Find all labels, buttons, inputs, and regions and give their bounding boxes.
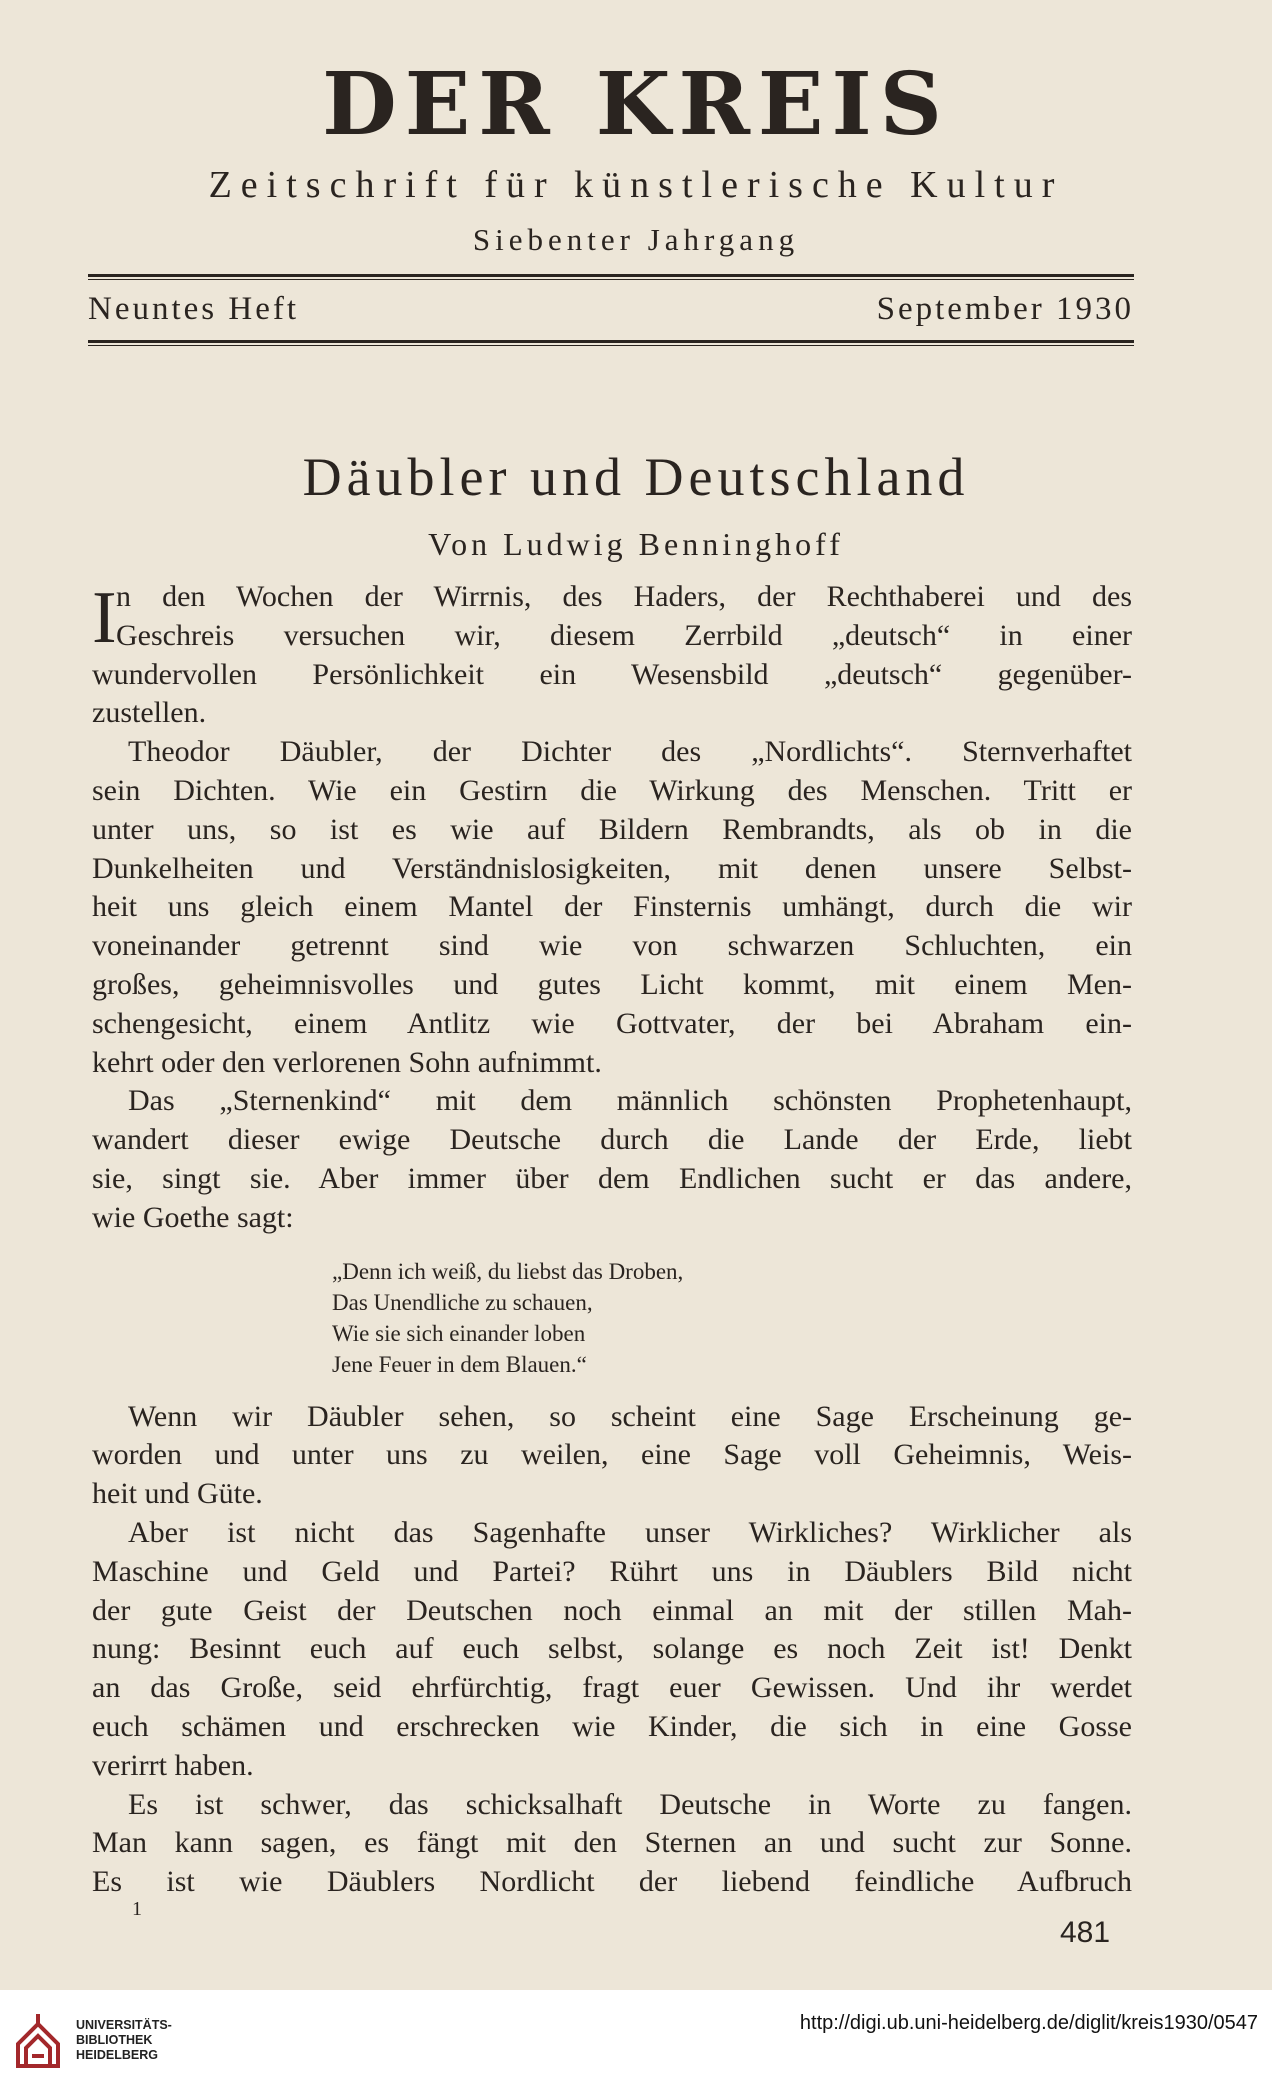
top-rule xyxy=(88,274,1134,277)
logo-text-line: BIBLIOTHEK xyxy=(76,2033,153,2047)
text-line: verirrt haben. xyxy=(92,1748,254,1782)
poem-line: Jene Feuer in dem Blauen.“ xyxy=(332,1351,587,1377)
article-author: Von Ludwig Benninghoff xyxy=(428,526,844,562)
text-line: heit uns gleich einem Mantel der Finsternis umhängt, durch die wir xyxy=(92,890,1132,924)
paragraph xyxy=(92,733,1132,1082)
text-line: Es ist schwer, das schicksalhaft Deutsche in Worte zu fangen. xyxy=(128,1787,1132,1821)
paragraph xyxy=(92,578,1132,733)
text-line: heit und Güte. xyxy=(92,1477,263,1511)
logo-text-line: UNIVERSITÄTS- xyxy=(76,2018,172,2032)
poem-line: Das Unendliche zu schauen, xyxy=(332,1289,593,1315)
text-line: Das „Sternenkind“ mit dem männlich schönsten Prophetenhaupt, xyxy=(128,1084,1132,1118)
bottom-rule xyxy=(88,340,1134,343)
logo-text-line: HEIDELBERG xyxy=(76,2048,158,2062)
magazine-title: DER KREIS xyxy=(322,54,950,155)
text-line: wandert dieser ewige Deutsche durch die Lande der Erde, liebt xyxy=(92,1123,1132,1157)
issue-date: September 1930 xyxy=(876,291,1134,327)
text-line: unter uns, so ist es wie auf Bildern Rembrandts, als ob in die xyxy=(92,812,1132,846)
article-title: Däubler und Deutschland xyxy=(302,447,970,507)
poem-line: „Denn ich weiß, du liebst das Droben, xyxy=(332,1258,684,1284)
text-line: Theodor Däubler, der Dichter des „Nordlichts“. Sternverhaftet xyxy=(128,735,1132,769)
text-line: Maschine und Geld und Partei? Rührt uns in Däublers Bild nicht xyxy=(92,1554,1132,1588)
library-logo-icon xyxy=(10,2010,66,2074)
masthead xyxy=(0,54,1272,257)
paragraph xyxy=(92,1786,1132,1902)
text-line: Geschreis versuchen wir, diesem Zerrbild „deutsch“ in einer xyxy=(116,618,1132,652)
paragraph xyxy=(92,1082,1132,1237)
text-line: sein Dichten. Wie ein Gestirn die Wirkung des Menschen. Tritt er xyxy=(92,773,1132,807)
text-line: voneinander getrennt sind wie von schwarzen Schluchten, ein xyxy=(92,929,1132,963)
text-line: schengesicht, einem Antlitz wie Gottvater, der bei Abraham ein- xyxy=(92,1006,1132,1040)
text-line: Aber ist nicht das Sagenhafte unser Wirkliches? Wirklicher als xyxy=(128,1515,1132,1549)
drop-cap: I xyxy=(92,577,117,659)
magazine-volume: Siebenter Jahrgang xyxy=(472,222,800,257)
text-line: worden und unter uns zu weilen, eine Sage voll Geheimnis, Weis- xyxy=(92,1438,1132,1472)
poem-quote xyxy=(332,1256,1132,1380)
text-line: an das Große, seid ehrfürchtig, fragt euer Gewissen. Und ihr werdet xyxy=(92,1671,1132,1705)
text-line: Dunkelheiten und Verständnislosigkeiten, mit denen unsere Selbst- xyxy=(92,851,1132,885)
page-number: 481 xyxy=(1060,1916,1111,1949)
bottom-rule-thin xyxy=(88,345,1134,346)
text-line: wundervollen Persönlichkeit ein Wesensbild „deutsch“ gegenüber- xyxy=(92,657,1132,691)
text-line: n den Wochen der Wirrnis, des Haders, der Rechthaberei und des xyxy=(116,580,1132,613)
issue-number: Neuntes Heft xyxy=(88,291,300,327)
paragraph xyxy=(92,1398,1132,1514)
text-line: der gute Geist der Deutschen noch einmal an mit der stillen Mah- xyxy=(92,1593,1132,1627)
text-line: Es ist wie Däublers Nordlicht der liebend feindliche Aufbruch xyxy=(92,1865,1132,1899)
top-rule-thin xyxy=(88,279,1134,280)
paragraph xyxy=(92,1514,1132,1786)
text-line: großes, geheimnisvolles und gutes Licht kommt, mit einem Men- xyxy=(92,967,1132,1001)
library-logo-text xyxy=(76,2018,172,2063)
text-line: zustellen. xyxy=(92,696,207,730)
issue-row xyxy=(88,290,1134,330)
printer-signature: 1 xyxy=(132,1898,142,1920)
text-line: nung: Besinnt euch auf euch selbst, solange es noch Zeit ist! Denkt xyxy=(92,1632,1132,1666)
text-line: wie Goethe sagt: xyxy=(92,1200,294,1234)
magazine-subtitle: Zeitschrift für künstlerische Kultur xyxy=(208,164,1064,206)
logo-mark xyxy=(18,2024,58,2066)
source-url-link[interactable]: http://digi.ub.uni-heidelberg.de/diglit/kreis1930/0547 xyxy=(799,2012,1258,2034)
text-line: sie, singt sie. Aber immer über dem Endlichen sucht er das andere, xyxy=(92,1161,1132,1195)
text-line: kehrt oder den verlorenen Sohn aufnimmt. xyxy=(92,1045,602,1079)
article-body xyxy=(92,578,1132,1902)
text-line: Wenn wir Däubler sehen, so scheint eine Sage Erscheinung ge- xyxy=(128,1399,1132,1433)
library-footer xyxy=(0,1990,1272,2094)
poem-line: Wie sie sich einander loben xyxy=(332,1320,586,1346)
text-line: euch schämen und erschrecken wie Kinder, die sich in eine Gosse xyxy=(92,1709,1132,1743)
text-line: Man kann sagen, es fängt mit den Sternen an und sucht zur Sonne. xyxy=(92,1826,1132,1860)
